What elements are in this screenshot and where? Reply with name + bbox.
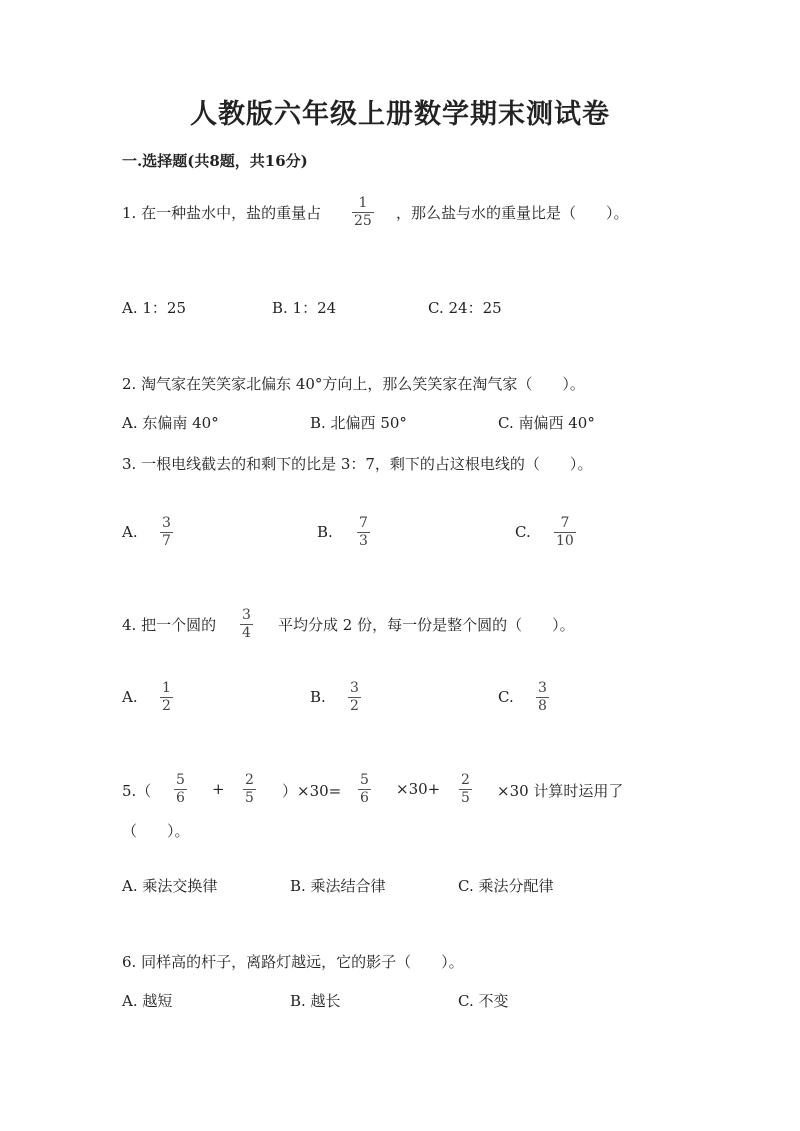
question-5-fraction-4 [459,772,472,807]
page-title: 人教版六年级上册数学期末测试卷 [190,99,610,130]
question-3-option-b-label[interactable]: B. [317,523,333,541]
fraction-numerator: 3 [538,680,547,696]
question-5-option-b[interactable]: B. 乘法结合律 [290,877,386,895]
fraction-numerator: 7 [359,515,368,531]
question-3-option-a-label[interactable]: A. [122,523,138,541]
question-5-fraction-2 [243,772,256,807]
fraction-numerator: 2 [245,772,254,788]
question-3-option-b-fraction[interactable] [357,515,370,550]
fraction-denominator: 2 [350,698,359,714]
fraction-denominator: 6 [176,790,185,806]
question-1-fraction [352,195,374,230]
question-4-option-b-label[interactable]: B. [310,688,326,706]
fraction-denominator: 5 [245,790,254,806]
fraction-numerator: 3 [242,607,251,623]
question-5-tail: ×30 计算时运用了 [497,782,624,800]
question-4-option-a-label[interactable]: A. [122,688,138,706]
question-4-fraction [240,607,253,642]
question-2-option-b[interactable]: B. 北偏西 50° [310,414,407,432]
question-5-answer-blank: （ ）。 [122,822,190,840]
fraction-denominator: 2 [162,698,171,714]
question-4-option-b-fraction[interactable] [348,680,361,715]
fraction-denominator: 7 [162,533,171,549]
question-3-option-a-fraction[interactable] [160,515,173,550]
question-4-option-a-fraction[interactable] [160,680,173,715]
fraction-numerator: 1 [162,680,171,696]
question-4-text-a: 4. 把一个圆的 [122,616,217,634]
fraction-denominator: 5 [461,790,470,806]
fraction-denominator: 4 [242,625,251,641]
question-5-option-c[interactable]: C. 乘法分配律 [458,877,554,895]
fraction-numerator: 3 [162,515,171,531]
question-2-option-a[interactable]: A. 东偏南 40° [122,414,219,432]
fraction-numerator: 2 [461,772,470,788]
question-1-option-b[interactable]: B. 1：24 [272,299,337,317]
question-4-text-b: 平均分成 2 份，每一份是整个圆的（ ）。 [278,616,575,634]
question-5-times: ×30+ [396,780,441,798]
question-4-option-c-label[interactable]: C. [498,688,514,706]
question-1-text-a: 1. 在一种盐水中，盐的重量占 [122,204,322,222]
question-3-text: 3. 一根电线截去的和剩下的比是 3：7，剩下的占这根电线的（ ）。 [122,455,593,473]
question-6-option-c[interactable]: C. 不变 [458,992,509,1010]
question-5-plus: + [212,780,225,798]
fraction-denominator: 10 [556,533,574,549]
question-5-option-a[interactable]: A. 乘法交换律 [122,877,218,895]
fraction-numerator: 5 [176,772,185,788]
fraction-numerator: 5 [360,772,369,788]
fraction-denominator: 3 [359,533,368,549]
question-6-text: 6. 同样高的杆子，离路灯越远，它的影子（ ）。 [122,953,464,971]
question-6-option-b[interactable]: B. 越长 [290,992,341,1010]
fraction-numerator: 7 [560,515,570,531]
section-heading: 一.选择题(共8题，共16分) [122,152,308,170]
question-5-open: 5.（ [122,782,152,800]
fraction-denominator: 8 [538,698,547,714]
fraction-numerator: 3 [350,680,359,696]
question-1-option-c[interactable]: C. 24：25 [428,299,502,317]
fraction-numerator: 1 [358,195,368,211]
question-4-option-c-fraction[interactable] [536,680,549,715]
question-5-fraction-1 [174,772,187,807]
question-6-option-a[interactable]: A. 越短 [122,992,173,1010]
fraction-denominator: 6 [360,790,369,806]
fraction-denominator: 25 [354,213,372,229]
question-3-option-c-label[interactable]: C. [515,523,531,541]
question-3-option-c-fraction[interactable] [554,515,576,550]
question-1-option-a[interactable]: A. 1：25 [122,299,186,317]
question-2-option-c[interactable]: C. 南偏西 40° [498,414,595,432]
question-1-text-b: ，那么盐与水的重量比是（ ）。 [396,204,629,222]
question-5-mid: ）×30= [282,782,342,800]
question-2-text: 2. 淘气家在笑笑家北偏东 40°方向上，那么笑笑家在淘气家（ ）。 [122,375,585,393]
question-5-fraction-3 [358,772,371,807]
